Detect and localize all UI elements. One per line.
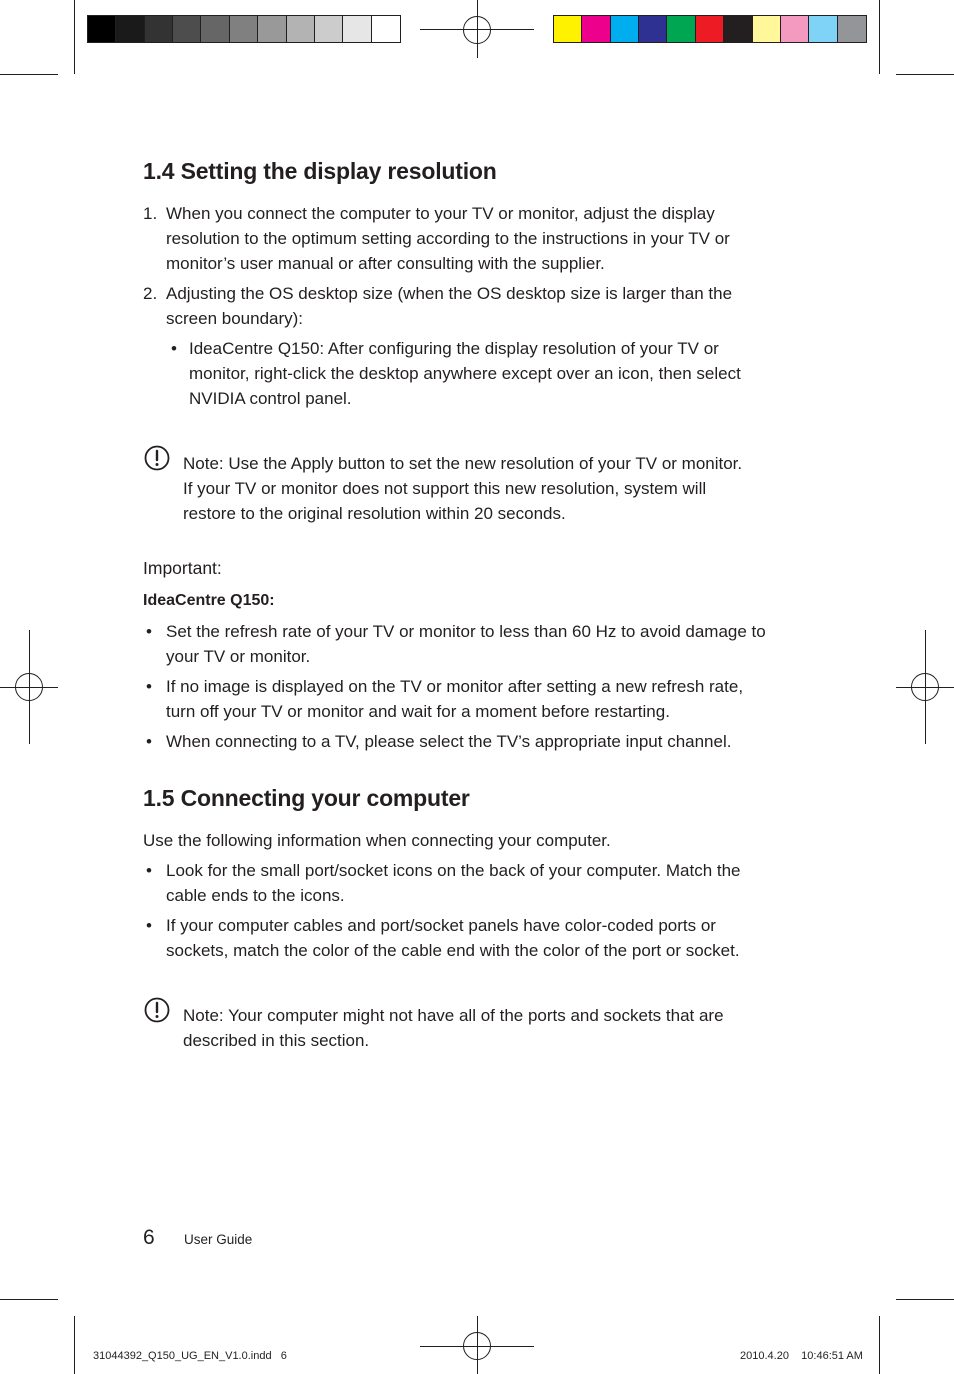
- color-swatch: [753, 16, 781, 42]
- bullet-marker: •: [146, 732, 152, 751]
- page-number: 6: [143, 1226, 155, 1249]
- slug-timestamp: 2010.4.20 10:46:51 AM: [740, 1350, 863, 1362]
- color-swatch: [201, 16, 229, 42]
- note-text: [183, 451, 742, 526]
- text-line: cable ends to the icons.: [166, 886, 345, 905]
- color-swatch: [116, 16, 144, 42]
- note-label: Note:: [183, 454, 224, 473]
- text-line: your TV or monitor.: [166, 647, 311, 666]
- bullet-marker: •: [146, 677, 152, 696]
- important-bullet-text: [166, 674, 743, 724]
- color-swatch: [667, 16, 695, 42]
- color-swatch: [287, 16, 315, 42]
- note-text: [183, 1003, 724, 1053]
- text-line: described in this section.: [183, 1031, 370, 1050]
- color-swatch: [173, 16, 201, 42]
- note-label: Note:: [183, 1006, 224, 1025]
- text-line: monitor’s user manual or after consulting with the supplier.: [166, 254, 605, 273]
- color-swatch: [343, 16, 371, 42]
- footer-title: User Guide: [184, 1232, 253, 1247]
- sub-bullet-text: [189, 336, 741, 411]
- intro-text: Use the following information when connecting your computer.: [143, 831, 611, 850]
- text-line: resolution to the optimum setting according to the instructions in your TV or: [166, 229, 730, 248]
- color-swatch: [639, 16, 667, 42]
- color-swatch: [611, 16, 639, 42]
- connect-bullet-text: [166, 858, 741, 908]
- bullet-marker: •: [171, 339, 177, 358]
- text-line: Set the refresh rate of your TV or monitor to less than 60 Hz to avoid damage to: [166, 622, 766, 641]
- grayscale-color-bar: [87, 15, 401, 43]
- connect-bullet-text: [166, 913, 740, 963]
- color-swatch: [696, 16, 724, 42]
- text-line: restore to the original resolution within 20 seconds.: [183, 504, 566, 523]
- important-subheading: IdeaCentre Q150:: [143, 592, 275, 609]
- exclamation-circle-icon: [144, 445, 170, 471]
- section-heading-1-5: 1.5 Connecting your computer: [143, 785, 470, 811]
- color-swatch: [258, 16, 286, 42]
- text-line: sockets, match the color of the cable end with the color of the port or socket.: [166, 941, 740, 960]
- text-line: When connecting to a TV, please select the TV’s appropriate input channel.: [166, 732, 732, 751]
- text-line: Your computer might not have all of the ports and sockets that are: [228, 1006, 724, 1025]
- text-line: monitor, right-click the desktop anywhere except over an icon, then select: [189, 364, 741, 383]
- color-swatch: [88, 16, 116, 42]
- color-swatch: [315, 16, 343, 42]
- section-heading-1-4: 1.4 Setting the display resolution: [143, 158, 497, 184]
- text-line: IdeaCentre Q150: After configuring the display resolution of your TV or: [189, 339, 719, 358]
- color-swatch: [372, 16, 400, 42]
- text-line: turn off your TV or monitor and wait for a moment before restarting.: [166, 702, 670, 721]
- color-swatch: [838, 16, 866, 42]
- bullet-marker: •: [146, 916, 152, 935]
- color-swatch: [582, 16, 610, 42]
- important-label: Important:: [143, 558, 222, 578]
- color-swatch: [145, 16, 173, 42]
- text-line: If no image is displayed on the TV or monitor after setting a new refresh rate,: [166, 677, 744, 696]
- step-number: 1.: [143, 204, 158, 223]
- color-swatch: [781, 16, 809, 42]
- text-line: Look for the small port/socket icons on the back of your computer. Match the: [166, 861, 741, 880]
- important-bullet-text: [166, 729, 731, 754]
- text-line: NVIDIA control panel.: [189, 389, 352, 408]
- color-swatch: [554, 16, 582, 42]
- slug-filename: 31044392_Q150_UG_EN_V1.0.indd 6: [93, 1350, 287, 1362]
- text-line: Adjusting the OS desktop size (when the OS desktop size is larger than the: [166, 284, 733, 303]
- color-swatch: [724, 16, 752, 42]
- bullet-marker: •: [146, 861, 152, 880]
- text-line: If your computer cables and port/socket panels have color-coded ports or: [166, 916, 716, 935]
- color-swatch: [809, 16, 837, 42]
- color-swatch: [230, 16, 258, 42]
- important-bullet-text: [166, 619, 766, 669]
- text-line: If your TV or monitor does not support this new resolution, system will: [183, 479, 707, 498]
- step-1-text: [166, 201, 730, 276]
- exclamation-circle-icon: [144, 997, 170, 1023]
- text-line: screen boundary):: [166, 309, 304, 328]
- text-line: Use the Apply button to set the new resolution of your TV or monitor.: [228, 454, 743, 473]
- text-line: When you connect the computer to your TV or monitor, adjust the display: [166, 204, 715, 223]
- bullet-marker: •: [146, 622, 152, 641]
- step-number: 2.: [143, 284, 158, 303]
- process-color-bar: [553, 15, 867, 43]
- step-2-text: [166, 281, 732, 331]
